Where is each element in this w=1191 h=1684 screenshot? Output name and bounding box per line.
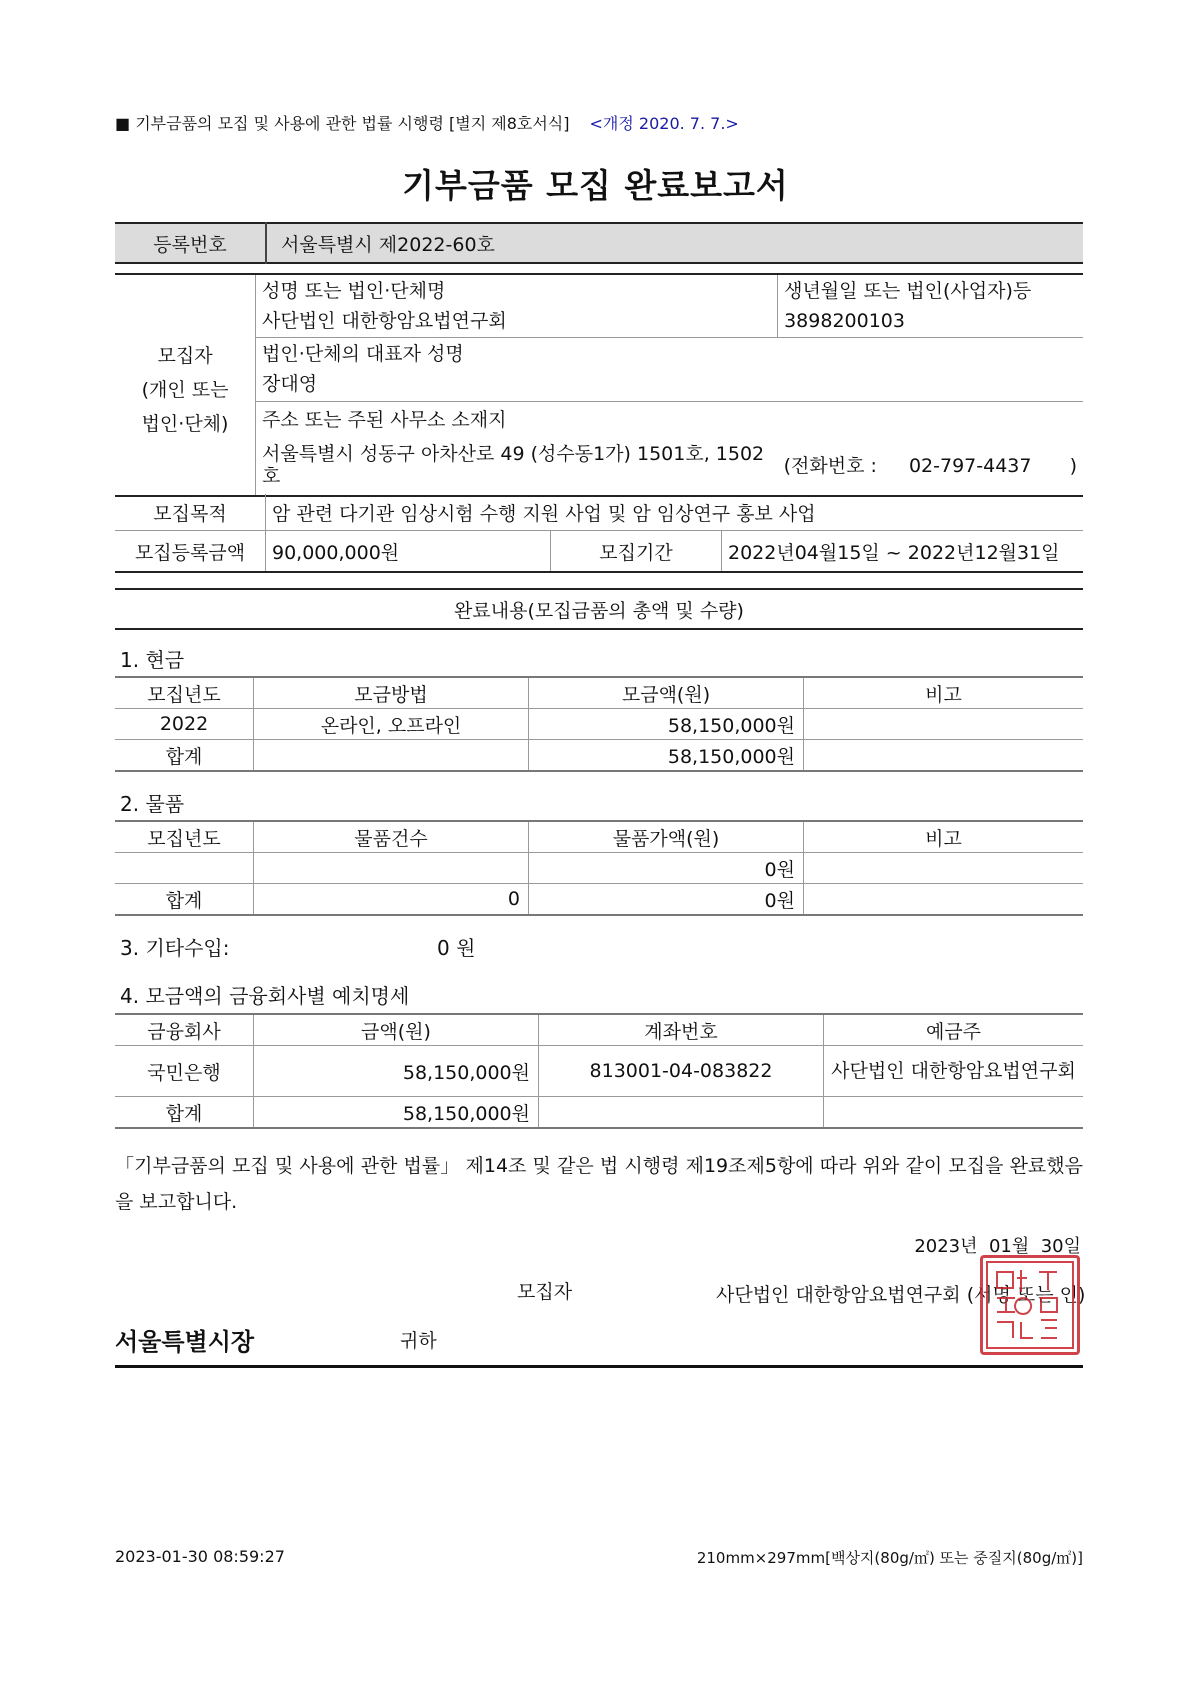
cash-col-note: 비고 [804, 677, 1084, 709]
name-cell [256, 274, 778, 338]
registration-label: 등록번호 [115, 223, 266, 263]
deposit-account: 813001-04-083822 [539, 1046, 824, 1097]
name-value: 사단법인 대한항암요법연구회 [262, 310, 507, 333]
amount-value: 90,000,000원 [266, 531, 551, 573]
address-value: 서울특별시 성동구 아차산로 49 (성수동1가) 1501호, 1502호 [256, 435, 778, 496]
goods-heading: 2. 물품 [120, 792, 185, 816]
purpose-label: 모집목적 [115, 494, 266, 531]
table-row [115, 740, 1083, 772]
table-row [115, 884, 1083, 916]
goods-count [254, 853, 529, 884]
birth-cell [778, 274, 1083, 338]
completion-header-table [115, 588, 1083, 630]
phone-close: ) [1069, 455, 1077, 478]
other-income-value: 0 원 [437, 936, 476, 960]
other-income-label: 3. 기타수입: [120, 936, 230, 960]
name-label: 성명 또는 법인·단체명 [262, 280, 446, 303]
period-value: 2022년04월15일 ~ 2022년12월31일 [722, 531, 1084, 573]
goods-value: 0원 [529, 853, 804, 884]
recruiter-label: 모집자 (개인 또는 법인·단체) [115, 274, 256, 496]
cash-total-label: 합계 [115, 740, 254, 772]
cash-note [804, 709, 1084, 740]
revision-note: <개정 2020. 7. 7.> [589, 114, 739, 133]
cash-amount: 58,150,000원 [529, 709, 804, 740]
report-date: 2023년 01월 30일 [914, 1236, 1081, 1257]
purpose-value: 암 관련 다기관 임상시험 수행 지원 사업 및 암 임상연구 홍보 사업 [266, 494, 1084, 531]
signer-label: 모집자 [517, 1281, 573, 1303]
deposit-holder: 사단법인 대한항암요법연구회 [824, 1046, 1084, 1097]
goods-col-note: 비고 [804, 821, 1084, 853]
deposits-table [115, 1013, 1083, 1129]
rep-cell [256, 338, 1083, 401]
closing-statement: 「기부금품의 모집 및 사용에 관한 법률」 제14조 및 같은 법 시행령 제19조제5항에 따라 위와 같이 모집을 완료했음을 보고합니다. [115, 1155, 1083, 1213]
registration-table [115, 222, 1083, 264]
document-title: 기부금품 모집 완료보고서 [402, 166, 789, 205]
recipient-name: 서울특별시장 [115, 1328, 255, 1356]
table-row [115, 709, 1083, 740]
goods-total-count: 0 [254, 884, 529, 916]
phone-cell [778, 435, 1083, 496]
recruiter-table [115, 273, 1083, 497]
goods-note [804, 853, 1084, 884]
footer-timestamp: 2023-01-30 08:59:27 [115, 1547, 285, 1566]
goods-total-label: 합계 [115, 884, 254, 916]
deposit-amount: 58,150,000원 [254, 1046, 539, 1097]
goods-total-value: 0원 [529, 884, 804, 916]
cash-method: 온라인, 오프라인 [254, 709, 529, 740]
cash-col-year: 모집년도 [115, 677, 254, 709]
birth-label: 생년월일 또는 법인(사업자)등 [784, 280, 1032, 303]
deposit-col-amount: 금액(원) [254, 1014, 539, 1046]
rep-value: 장대영 [262, 373, 318, 396]
cash-table [115, 676, 1083, 772]
rep-label: 법인·단체의 대표자 성명 [262, 343, 464, 366]
goods-col-count: 물품건수 [254, 821, 529, 853]
official-seal [980, 1255, 1080, 1355]
divider [115, 1365, 1083, 1368]
purpose-amount-table [115, 494, 1083, 573]
form-ref-text: ■ 기부금품의 모집 및 사용에 관한 법률 시행령 [별지 제8호서식] [115, 114, 570, 133]
phone-number: 02-797-4437 [908, 455, 1032, 478]
goods-year [115, 853, 254, 884]
table-row [115, 1046, 1083, 1097]
form-reference [115, 111, 739, 134]
cash-heading: 1. 현금 [120, 648, 185, 672]
period-label: 모집기간 [551, 531, 722, 573]
deposit-bank: 국민은행 [115, 1046, 254, 1097]
cash-col-amount: 모금액(원) [529, 677, 804, 709]
goods-col-year: 모집년도 [115, 821, 254, 853]
recipient-honorific: 귀하 [400, 1330, 437, 1352]
cash-year: 2022 [115, 709, 254, 740]
amount-label: 모집등록금액 [115, 531, 266, 573]
deposit-col-account: 계좌번호 [539, 1014, 824, 1046]
deposit-col-bank: 금융회사 [115, 1014, 254, 1046]
table-row [115, 853, 1083, 884]
deposit-total-label: 합계 [115, 1097, 254, 1129]
footer-paper-spec: 210mm×297mm[백상지(80g/㎡) 또는 중질지(80g/㎡)] [696, 1549, 1083, 1567]
cash-total-amount: 58,150,000원 [529, 740, 804, 772]
signer-org: 사단법인 대한항암요법연구회 [716, 1284, 961, 1306]
goods-table [115, 820, 1083, 916]
birth-value: 3898200103 [784, 310, 905, 333]
address-label: 주소 또는 주된 사무소 소재지 [256, 401, 1083, 435]
deposit-total-amount: 58,150,000원 [254, 1097, 539, 1129]
table-row [115, 1097, 1083, 1129]
deposit-col-holder: 예금주 [824, 1014, 1084, 1046]
deposits-heading: 4. 모금액의 금융회사별 예치명세 [120, 984, 410, 1008]
goods-col-value: 물품가액(원) [529, 821, 804, 853]
completion-header: 완료내용(모집금품의 총액 및 수량) [454, 599, 744, 622]
seal-icon [983, 1258, 1077, 1352]
cash-col-method: 모금방법 [254, 677, 529, 709]
phone-label: (전화번호 : [783, 455, 877, 478]
registration-number: 서울특별시 제2022-60호 [266, 223, 1083, 263]
sign-note: (서명 또는 인) [966, 1284, 1086, 1306]
